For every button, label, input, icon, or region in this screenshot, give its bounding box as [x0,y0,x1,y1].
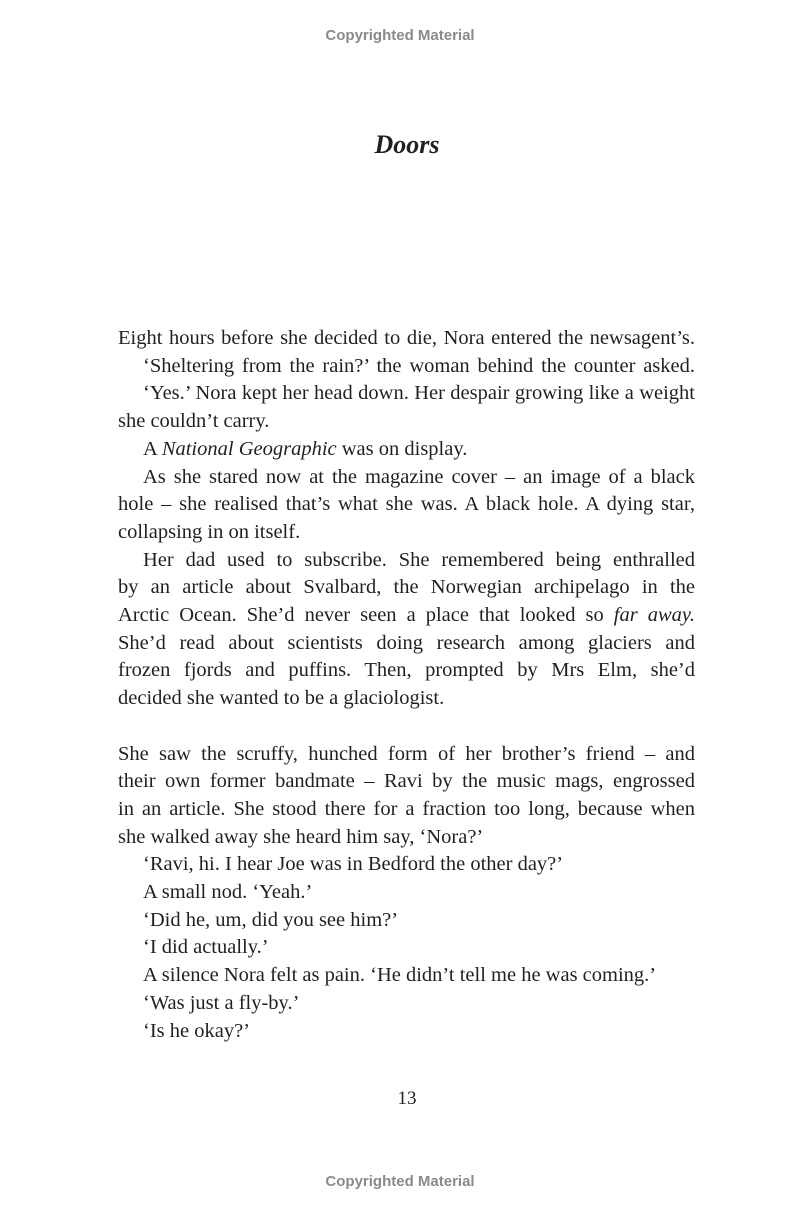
text-line [118,656,695,684]
text-line [143,379,695,407]
text-line [143,989,695,1017]
text-line [118,823,695,851]
text-line [118,573,695,601]
line-text: ‘Did he, um, did you see him?’ [143,908,399,931]
text-line [143,961,695,989]
line-text: She saw the scruffy, hunched form of her brother’s friend – and [118,742,695,765]
line-text: their own former bandmate – Ravi by the music mags, engrossed [118,770,695,793]
text-line [143,878,695,906]
line-text: She’d read about scientists doing research among glaciers and [118,631,695,654]
line-text: Eight hours before she decided to die, Nora entered the newsagent’s. [118,327,695,349]
line-text: ‘Yes.’ Nora kept her head down. Her despair growing like a weight [143,382,695,405]
line-text: ‘Ravi, hi. I hear Joe was in Bedford the other day?’ [143,853,564,876]
line-text: As she stared now at the magazine cover – an image of a black [143,465,695,488]
text-line [143,546,695,574]
text-line [118,490,695,518]
copyright-watermark-top: Copyrighted Material [325,27,475,44]
line-text: she couldn’t carry. [118,410,270,433]
line-text: frozen fjords and puffins. Then, prompted by Mrs Elm, she’d [118,659,695,682]
italic-text: far away. [613,604,695,626]
text-line [143,463,695,491]
text-line [143,850,695,878]
line-text: A [143,437,162,460]
text-line [118,767,695,795]
text-line [118,407,695,435]
line-text: ‘Was just a fly-by.’ [143,991,300,1014]
line-text: A small nod. ‘Yeah.’ [143,881,313,903]
line-text: collapsing in on itself. [118,520,301,543]
text-line [118,324,695,352]
text-line [118,629,695,657]
line-text: A silence Nora felt as pain. ‘He didn’t tell me he was coming.’ [143,964,657,987]
line-text: by an article about Svalbard, the Norwegian archipelago in the [118,576,695,599]
line-text: decided she wanted to be a glaciologist. [118,687,445,710]
text-line [118,601,695,629]
italic-text: National Geographic [161,437,337,460]
page-number: 13 [397,1088,417,1109]
text-line [118,740,695,768]
line-text: Arctic Ocean. She’d never seen a place that looked so [118,604,614,626]
text-line [143,906,695,934]
text-line [143,352,695,380]
text-line [118,795,695,823]
line-text: was on display. [336,437,468,460]
line-text: ‘Is he okay?’ [143,1019,251,1042]
line-text: ‘I did actually.’ [143,936,269,959]
line-text: Her dad used to subscribe. She remembered being enthralled [143,548,695,571]
line-text: in an article. She stood there for a fraction too long, because when [118,797,695,820]
text-line [143,1017,695,1045]
line-text: hole – she realised that’s what she was. A black hole. A dying star, [118,493,695,516]
text-line [118,684,695,712]
line-text: she walked away she heard him say, ‘Nora?’ [118,825,484,848]
text-line [118,518,695,546]
text-line [143,435,695,463]
text-line [143,933,695,961]
copyright-watermark-bottom: Copyrighted Material [325,1173,475,1190]
line-text: ‘Sheltering from the rain?’ the woman behind the counter asked. [143,354,695,377]
chapter-title: Doors [374,130,440,159]
